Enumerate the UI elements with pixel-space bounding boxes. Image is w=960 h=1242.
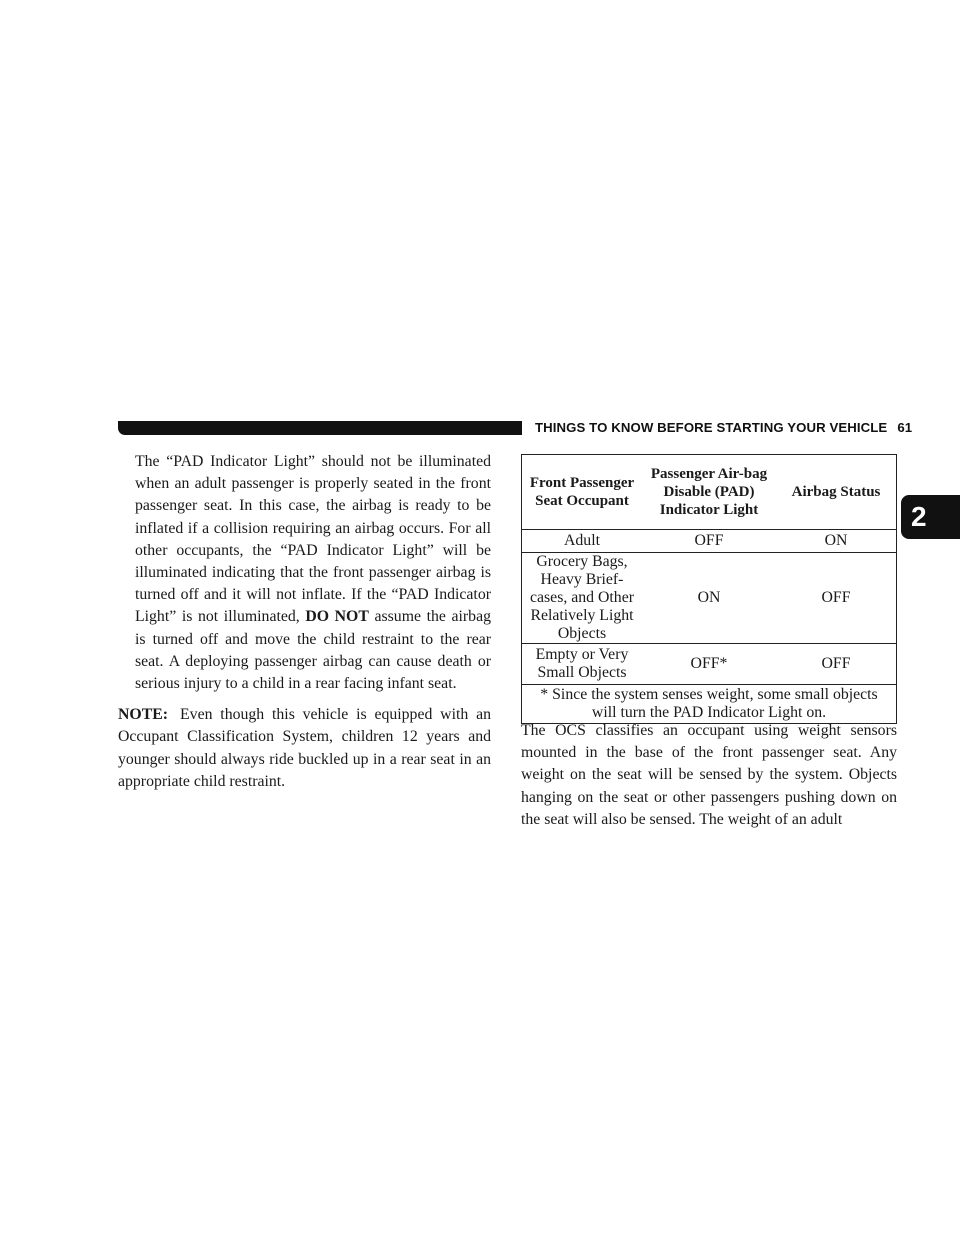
table-header-row	[522, 455, 897, 530]
table-row	[522, 553, 897, 644]
right-column	[521, 720, 897, 831]
header-pad-light: Passenger Air-bag Disable (PAD) Indicator Light	[642, 455, 776, 530]
cell-pad-light: OFF	[642, 530, 776, 553]
table-row	[522, 644, 897, 685]
left-column	[118, 451, 491, 793]
table-footnote-row	[522, 685, 897, 724]
page-header	[535, 420, 912, 435]
cell-occupant: Adult	[522, 530, 643, 553]
ocs-paragraph: The OCS classifies an occupant using weight sensors mounted in the base of the front passenger seat. Any weight on the seat will be sensed by the system. Objects hanging on the seat or other passengers pushing down on the seat will also be sensed. The weight of an adult	[521, 722, 897, 828]
pad-indicator-paragraph	[118, 451, 491, 695]
paragraph-text-continued: assume the airbag is turned off and move the child restraint to the rear seat. A deploying passenger airbag can cause death or serious injury to a child in a rear facing infant seat.	[135, 608, 491, 693]
section-title: THINGS TO KNOW BEFORE STARTING YOUR VEHICLE	[535, 420, 888, 435]
table-row	[522, 530, 897, 553]
page-number: 61	[897, 420, 913, 435]
cell-pad-light: OFF*	[642, 644, 776, 685]
airbag-status-table-wrapper	[521, 454, 897, 724]
cell-pad-light: ON	[642, 553, 776, 644]
cell-occupant: Grocery Bags, Heavy Brief-cases, and Other Relatively Light Objects	[522, 553, 643, 644]
do-not-emphasis: DO NOT	[305, 608, 369, 626]
cell-airbag-status: ON	[776, 530, 897, 553]
cell-occupant: Empty or Very Small Objects	[522, 644, 643, 685]
cell-airbag-status: OFF	[776, 644, 897, 685]
header-occupant: Front Passenger Seat Occupant	[522, 455, 643, 530]
note-text: Even though this vehicle is equipped with an Occupant Classification System, children 12 years and younger should always ride buckled up in a rear seat in an appropriate child restraint.	[118, 706, 491, 790]
header-bar	[118, 421, 522, 435]
paragraph-text: The “PAD Indicator Light” should not be illuminated when an adult passenger is properly seated in the front passenger seat. In this case, the airbag is ready to be inflated if a collision requiring an airbag occurs. For all other occupants, the “PAD Indicator Light” will be illuminated indicating that the front passenger airbag is turned off and it will not inflate. If the “PAD Indicator Light” is not illuminated,	[135, 453, 491, 626]
table-footnote: * Since the system senses weight, some small objects will turn the PAD Indicator Light on.	[540, 686, 878, 721]
cell-airbag-status: OFF	[776, 553, 897, 644]
note-paragraph	[118, 704, 491, 793]
airbag-status-table	[521, 454, 897, 724]
note-label: NOTE:	[118, 706, 169, 724]
header-airbag-status: Airbag Status	[776, 455, 897, 530]
chapter-tab: 2	[901, 495, 960, 539]
